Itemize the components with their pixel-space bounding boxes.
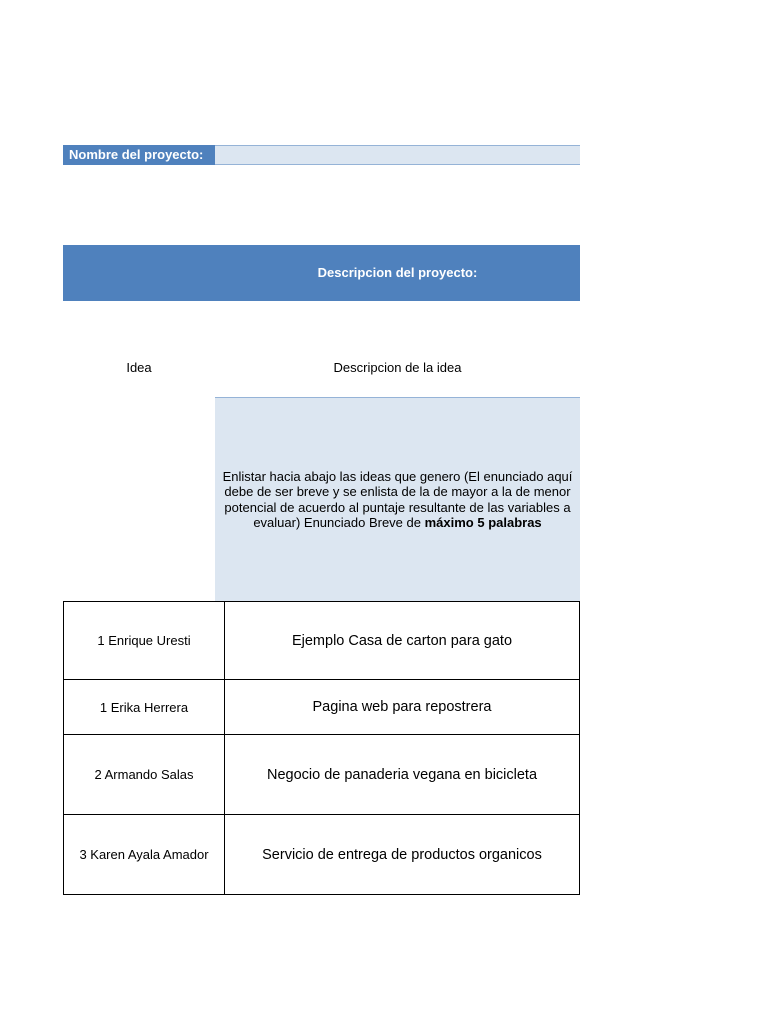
project-name-field[interactable] xyxy=(215,145,580,165)
idea-owner-cell[interactable]: 3 Karen Ayala Amador xyxy=(64,815,225,895)
table-row xyxy=(64,735,580,815)
column-header-description: Descripcion de la idea xyxy=(333,360,462,375)
table-row xyxy=(64,680,580,735)
project-description-label: Descripcion del proyecto: xyxy=(317,265,478,280)
table-row xyxy=(64,602,580,680)
idea-owner-cell[interactable]: 1 Enrique Uresti xyxy=(64,602,225,680)
instructions-body: Enlistar hacia abajo las ideas que genero (El enunciado aquí debe de ser breve y se enlista de la de mayor a la de menor potencial de acuerdo al puntaje resultante de las variables a evaluar) Enunciado Breve de xyxy=(222,468,573,530)
idea-description-cell[interactable]: Pagina web para repostrera xyxy=(225,680,580,735)
idea-description-cell[interactable]: Ejemplo Casa de carton para gato xyxy=(225,602,580,680)
project-description-header xyxy=(63,245,580,301)
project-name-label: Nombre del proyecto: xyxy=(63,145,215,165)
column-header-idea: Idea xyxy=(126,360,152,375)
instructions-cell xyxy=(215,397,580,601)
ideas-table xyxy=(63,601,580,895)
table-row xyxy=(64,815,580,895)
instructions-emphasis: máximo 5 palabras xyxy=(424,515,542,530)
idea-owner-cell[interactable]: 1 Erika Herrera xyxy=(64,680,225,735)
idea-description-cell[interactable]: Servicio de entrega de productos organicos xyxy=(225,815,580,895)
idea-owner-cell[interactable]: 2 Armando Salas xyxy=(64,735,225,815)
idea-description-cell[interactable]: Negocio de panaderia vegana en bicicleta xyxy=(225,735,580,815)
instructions-text xyxy=(215,469,580,531)
